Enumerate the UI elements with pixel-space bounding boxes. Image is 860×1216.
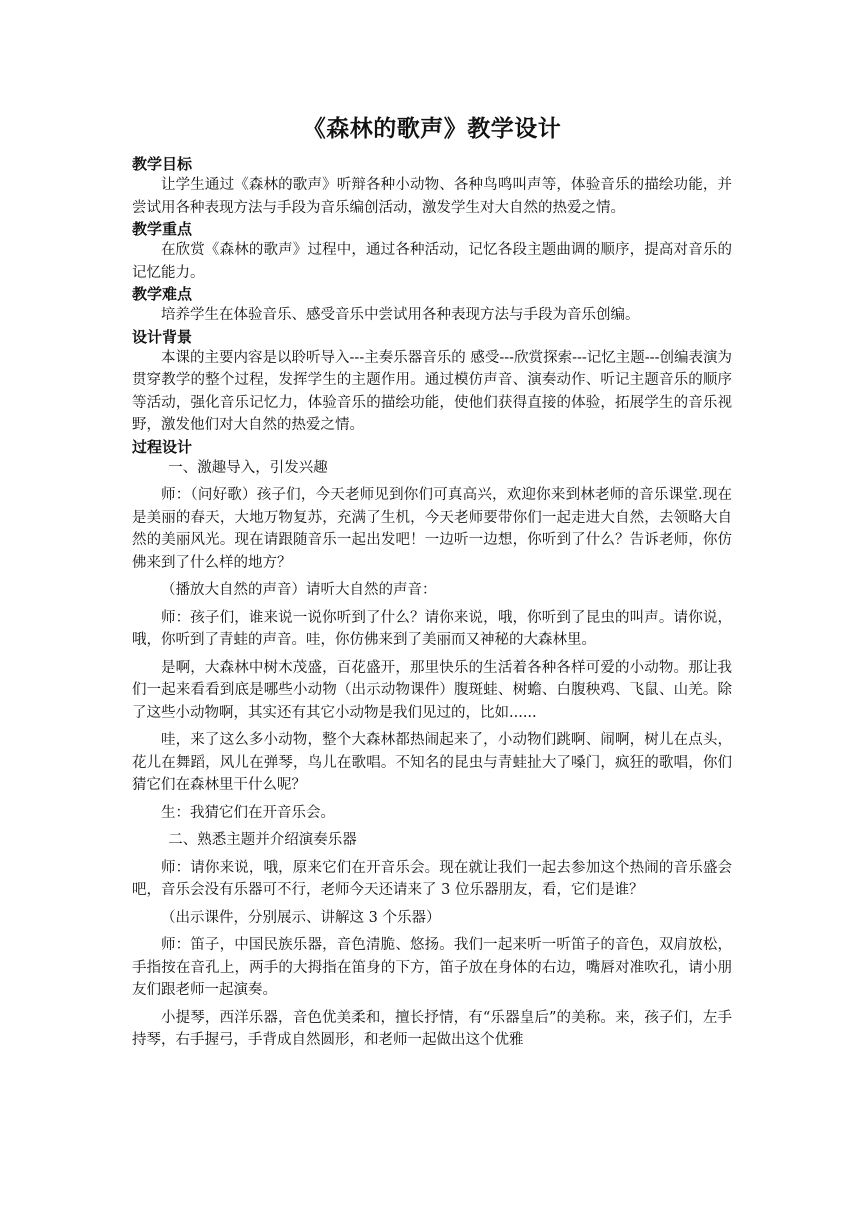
heading-teaching-difficulty: 教学难点 bbox=[132, 285, 193, 303]
paragraph-process: （播放大自然的声音）请听大自然的声音： bbox=[161, 582, 437, 598]
heading-process-design: 过程设计 bbox=[132, 437, 193, 456]
subheading-step-1: 一、激趣导入，引发兴趣 bbox=[168, 459, 328, 476]
paragraph-process: 哇，来了这么多小动物，整个大森林都热闹起来了，小动物们跳啊、闹啊，树儿在点头，花儿在舞蹈，风儿在弹琴，鸟儿在歌唱。不知名的昆虫与青蛙扯大了嗓门，疯狂的歌唱，你们猜它们在森林里干什么呢？ bbox=[132, 732, 732, 793]
heading-teaching-goal: 教学目标 bbox=[132, 155, 193, 173]
paragraph-process: 师：请你来说，哦，原来它们在开音乐会。现在就让我们一起去参加这个热闹的音乐盛会吧，音乐会没有乐器可不行，老师今天还请来了 3 位乐器朋友，看，它们是谁？ bbox=[132, 859, 732, 898]
paragraph-process: 师：（问好歌）孩子们，今天老师见到你们可真高兴，欢迎你来到林老师的音乐课堂.现在是美丽的春天，大地万物复苏，充满了生机，今天老师要带你们一起走进大自然，去领略大自然的美丽风光。现在请跟随音乐一起出发吧！一边听一边想，你听到了什么？告诉老师，你仿佛来到了什么样的地方？ bbox=[132, 487, 732, 571]
paragraph-process: 生：我猜它们在开音乐会。 bbox=[161, 804, 335, 821]
heading-design-background: 设计背景 bbox=[132, 327, 193, 346]
document-page bbox=[132, 114, 732, 1052]
paragraph-process: 师：孩子们，谁来说一说你听到了什么？请你来说，哦，你听到了昆虫的叫声。请你说，哦，你听到了青蛙的声音。哇，你仿佛来到了美丽而又神秘的大森林里。 bbox=[132, 609, 732, 648]
heading-teaching-focus: 教学重点 bbox=[132, 220, 193, 238]
paragraph-process: （出示课件，分别展示、讲解这 3 个乐器） bbox=[161, 909, 441, 926]
paragraph-process: 是啊，大森林中树木茂盛，百花盛开，那里快乐的生活着各种各样可爱的小动物。那让我们一起来看看到底是哪些小动物（出示动物课件）腹斑蛙、树蟾、白腹秧鸡、飞鼠、山羌。除了这些小动物啊，其实还有其它小动物是我们见过的，比如...... bbox=[132, 659, 732, 721]
paragraph-teaching-difficulty: 培养学生在体验音乐、感受音乐中尝试用各种表现方法与手段为音乐创编。 bbox=[161, 307, 640, 323]
paragraph-process: 师：笛子，中国民族乐器，音色清脆、悠扬。我们一起来听一听笛子的音色，双肩放松，手指按在音孔上，两手的大拇指在笛身的下方，笛子放在身体的右边，嘴唇对准吹孔，请小朋友们跟老师一起演奏。 bbox=[132, 937, 732, 998]
paragraph-teaching-goal: 让学生通过《森林的歌声》听辩各种小动物、各种鸟鸣叫声等，体验音乐的描绘功能，并尝试用各种表现方法与手段为音乐编创活动，激发学生对大自然的热爱之情。 bbox=[132, 177, 732, 216]
paragraph-teaching-focus: 在欣赏《森林的歌声》过程中，通过各种活动，记忆各段主题曲调的顺序，提高对音乐的记忆能力。 bbox=[132, 242, 732, 281]
subheading-step-2: 二、熟悉主题并介绍演奏乐器 bbox=[168, 832, 357, 848]
paragraph-process: 小提琴，西洋乐器，音色优美柔和，擅长抒情，有“乐器皇后”的美称。来，孩子们，左手持琴，右手握弓，手背成自然圆形，和老师一起做出这个优雅 bbox=[132, 1009, 732, 1048]
document-title: 《森林的歌声》教学设计 bbox=[302, 116, 562, 142]
paragraph-design-background: 本课的主要内容是以聆听导入---主奏乐器音乐的 感受---欣赏探索---记忆主题---创编表演为贯穿教学的整个过程，发挥学生的主题作用。通过模仿声音、演奏动作、听记主题音乐的顺序等活动，强化音乐记忆力，体验音乐的描绘功能，使他们获得直接的体验，拓展学生的音乐视野，激发他们对大自然的热爱之情。 bbox=[132, 349, 732, 433]
